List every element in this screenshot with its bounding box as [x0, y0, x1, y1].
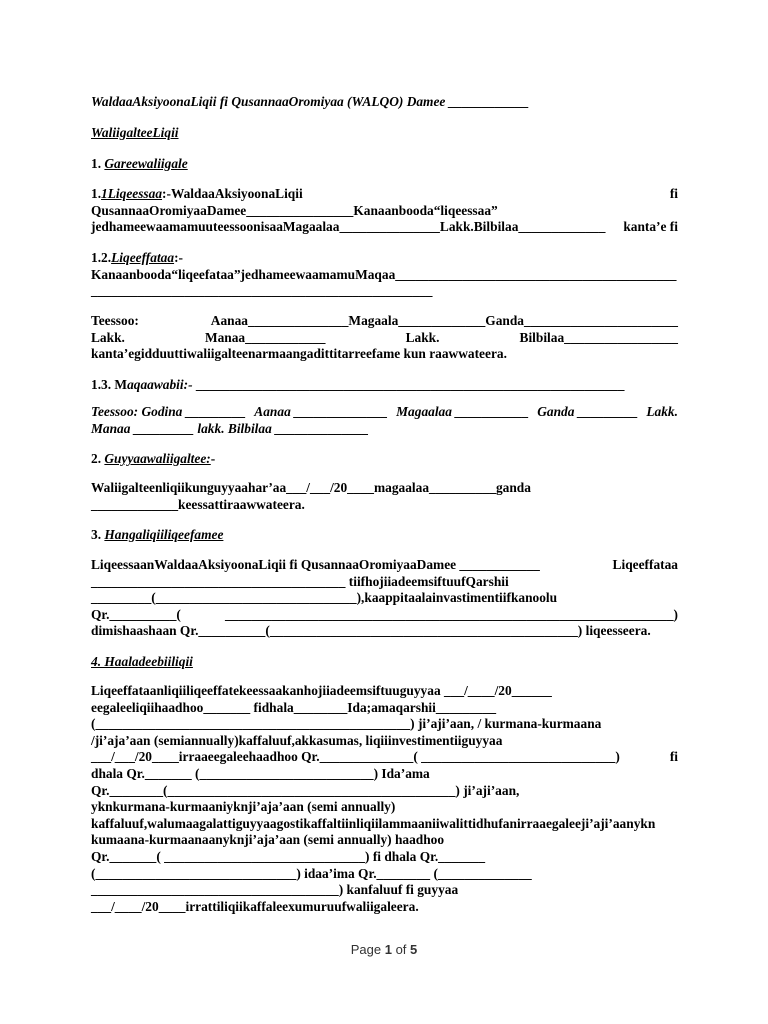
clause-1-3: 1.3. Maqaawabii:- ________________________________________________________________	[91, 377, 625, 392]
body-line: Qr._______( ______________________________) fi dhala Qr._______	[91, 848, 486, 864]
section-1-heading	[91, 156, 678, 173]
body-line: (_______________________________________________) ji’aji’aan, / kurmana-kurmaana	[91, 716, 602, 732]
address-line: kanta’egidduuttiwaliigalteenarmaangadittitarreefame kun raawwateera.	[91, 346, 507, 362]
section-title: Hangaliqiiliqeefamee	[104, 527, 224, 542]
body-line: _____________________________________) kanfaluuf fi guyyaa	[91, 882, 459, 898]
body-line: Waliigalteenliqiikunguyyaahar’aa___/___/20____magaalaa__________ganda	[91, 480, 531, 495]
body-line: kumaana-kurmaanaanyknji’aja’aan (semi annually) haadhoo	[91, 832, 445, 848]
section-4-body: Liqeeffataanliqiiliqeeffatekeessaakanhojiiadeemsiftuuguyyaa ___/____/20______ eegaleeliqiihaadhoo_______ fidhala________Ida;amaqarshii_________ (_______________________________________________) ji’aji’aan, / kurmana-kurmaana /ji’aja’aan (semiannually)kaffaluuf,akkasumas, liqiiinvestimentiiguyyaa ___/___/20____irraaeegaleehaadhoo Qr.______________( _____________________________) fi dhala Qr._______ (__________________________) Ida’ama Qr.________(___________________________________________) ji’aji’aan, yknkurmana-kurmaaniyknji’aja’aan (semi annually) kaffaluuf,walumaagalattiguyyaagostikaffaltiinliqiilammaaniiwalittidhufanirraaegaleeji’aji’aanykn kumaana-kurmaanaanyknji’aja’aan (semi annually) haadhoo Qr._______( ______________________________) fi dhala Qr._______ (______________________________) idaa’ima Qr.________ (______________ _____________________________________) kanfaluuf fi guyyaa ___/____/20____irrattiliqiikaffaleexumuruufwaliigaleera.	[91, 683, 678, 914]
document-subtitle	[91, 125, 678, 142]
body-line: _____________keessattiraawwateera.	[91, 496, 305, 512]
body-line: yknkurmana-kurmaaniyknji’aja’aan (semi annually)	[91, 799, 396, 815]
section-3-heading: 3. Hangaliqiiliqeefamee	[91, 527, 224, 542]
section-number: 1.	[91, 156, 105, 171]
document-title	[91, 94, 678, 111]
body-line: (______________________________) idaa’ima Qr.________ (______________	[91, 865, 532, 881]
section-2-body	[91, 480, 678, 513]
page-total: 5	[410, 942, 418, 957]
clause-line: ___________________________________________________	[91, 283, 433, 299]
subtitle-text: WaliigalteeLiqii	[91, 125, 179, 140]
body-line: dhala Qr._______ (__________________________) Ida’ama	[91, 765, 430, 781]
section-4-heading	[91, 654, 678, 671]
body-line: _________(______________________________),kaappitaalainvastimentiifkanoolu	[91, 590, 558, 606]
section-title: Gareewaliigale	[104, 156, 188, 171]
body-line: dimishaashaan Qr.__________(______________________________________________) liqeesseera.	[91, 623, 651, 639]
clause-label: Liqeeffataa	[111, 250, 175, 265]
clause-label: 1Liqeessaa	[101, 186, 163, 201]
body-line: Liqeeffataanliqiiliqeeffatekeessaakanhojiiadeemsiftuuguyyaa ___/____/20______	[91, 683, 552, 698]
title-text: WaldaaAksiyoonaLiqii fi QusannaaOromiyaa (WALQO) Damee ____________	[91, 94, 530, 109]
body-line: Qr.________(___________________________________________) ji’aji’aan,	[91, 782, 520, 798]
clause-1-1: 1.1Liqeessaa:-WaldaaAksiyoonaLiqii fi QusannaaOromiyaaDamee________________Kanaanbooda“liqeessaa” jedhameewaamamuuteessoonisaaMagaalaa_______________Lakk.Bilbilaa_____________ kanta’e fi	[91, 186, 678, 235]
body-line: ______________________________________ tiifhojiiadeemsiftuufQarshii	[91, 573, 509, 589]
body-line: /ji’aja’aan (semiannually)kaffaluuf,akkasumas, liqiiinvestimentiiguyyaa	[91, 732, 503, 748]
address-line: Manaa _________ lakk. Bilbilaa ______________	[91, 420, 369, 436]
body-line: eegaleeliqiihaadhoo_______ fidhala________Ida;amaqarshii_________	[91, 699, 497, 715]
section-3-body: LiqeessaanWaldaaAksiyoonaLiqii fi QusannaaOromiyaaDamee ____________ Liqeeffataa ______________________________________ tiifhojiiadeemsiftuufQarshii _________(______________________________),kaappitaalainvastimentiifkanoolu Qr.__________( ___________________________________________________________________) dimishaashaan Qr.__________(______________________________________________) liqeesseera.	[91, 557, 678, 639]
page-current: 1	[384, 942, 392, 957]
address-block-2: Teessoo: Godina _________ Aanaa ______________ Magaalaa ___________ Ganda _________ Lakk. Manaa _________ lakk. Bilbilaa ______________	[91, 404, 678, 436]
body-line: ___/____/20____irrattiliqiikaffaleexumuruufwaliigaleera.	[91, 898, 419, 914]
section-title: Guyyaawaliigaltee:	[104, 451, 211, 466]
clause-line: Kanaanbooda“liqeefataa”jedhameewaamamuMaqaa__________________________________________	[91, 266, 677, 282]
section-title: 4. Haaladeebiiliqii	[91, 654, 193, 669]
clause-1-2: 1.2.Liqeeffataa:- Kanaanbooda“liqeefataa”jedhameewaamamuMaqaa__________________________________________ ___________________________________________________	[91, 250, 677, 299]
body-line: kaffaluuf,walumaagalattiguyyaagostikaffaltiinliqiilammaaniiwalittidhufanirraaegaleeji’aji’aanykn	[91, 815, 656, 831]
page-footer: Page 1 of 5	[350, 942, 418, 957]
address-block-1: Teessoo: Aanaa_______________Magaala_____________Ganda_______________________ Lakk. Manaa____________ Lakk. Bilbilaa_________________ kanta’egidduuttiwaliigalteenarmaangadittitarreefame kun raawwateera.	[91, 313, 678, 362]
clause-line: QusannaaOromiyaaDamee________________Kanaanbooda“liqeessaa”	[91, 202, 498, 218]
section-2-heading: 2. Guyyaawaliigaltee:-	[91, 451, 216, 466]
clause-label: aqaawabii:-	[127, 377, 193, 392]
